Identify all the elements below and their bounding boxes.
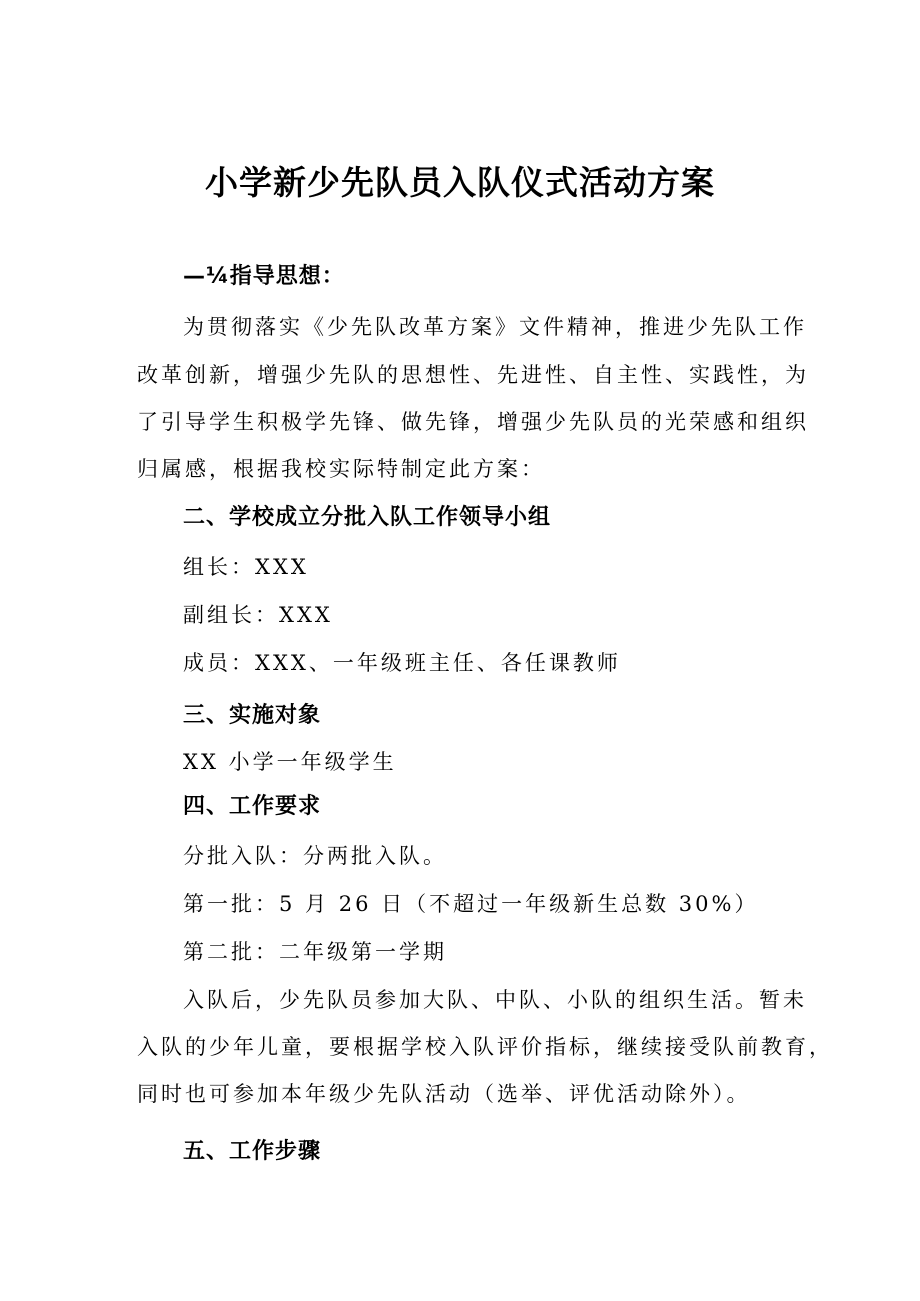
section-heading-leadership-group: 二、学校成立分批入队工作领导小组 bbox=[183, 505, 552, 530]
batch-one-line: 第一批：5 月 26 日（不超过一年级新生总数 30%） bbox=[183, 892, 759, 916]
batch-two-line: 第二批：二年级第一学期 bbox=[183, 940, 447, 964]
deputy-leader-line: 副组长：XXX bbox=[183, 603, 333, 627]
paragraph-line: 入队后，少先队员参加大队、中队、小队的组织生活。暂未 bbox=[183, 988, 807, 1012]
section-heading-work-steps: 五、工作步骤 bbox=[183, 1139, 322, 1164]
paragraph-line: 为贯彻落实《少先队改革方案》文件精神，推进少先队工作 bbox=[183, 315, 807, 339]
leader-line: 组长：XXX bbox=[183, 555, 309, 579]
members-line: 成员：XXX、一年级班主任、各任课教师 bbox=[183, 651, 621, 675]
target-line: XX 小学一年级学生 bbox=[183, 750, 397, 774]
paragraph-line: 了引导学生积极学先锋、做先锋，增强少先队员的光荣感和组织 bbox=[137, 410, 809, 434]
section-heading-target: 三、实施对象 bbox=[183, 703, 322, 728]
paragraph-line: 归属感，根据我校实际特制定此方案： bbox=[137, 457, 545, 481]
document-title: 小学新少先队员入队仪式活动方案 bbox=[205, 163, 715, 202]
paragraph-line: 改革创新，增强少先队的思想性、先进性、自主性、实践性，为 bbox=[137, 363, 809, 387]
paragraph-line: 同时也可参加本年级少先队活动（选举、评优活动除外）。 bbox=[137, 1082, 751, 1106]
section-heading-requirements: 四、工作要求 bbox=[183, 794, 322, 819]
batch-intro-line: 分批入队：分两批入队。 bbox=[183, 844, 447, 868]
section-heading-guiding-ideology: —¼指导思想： bbox=[183, 264, 345, 289]
paragraph-line: 入队的少年儿童，要根据学校入队评价指标，继续接受队前教育， bbox=[137, 1035, 833, 1059]
